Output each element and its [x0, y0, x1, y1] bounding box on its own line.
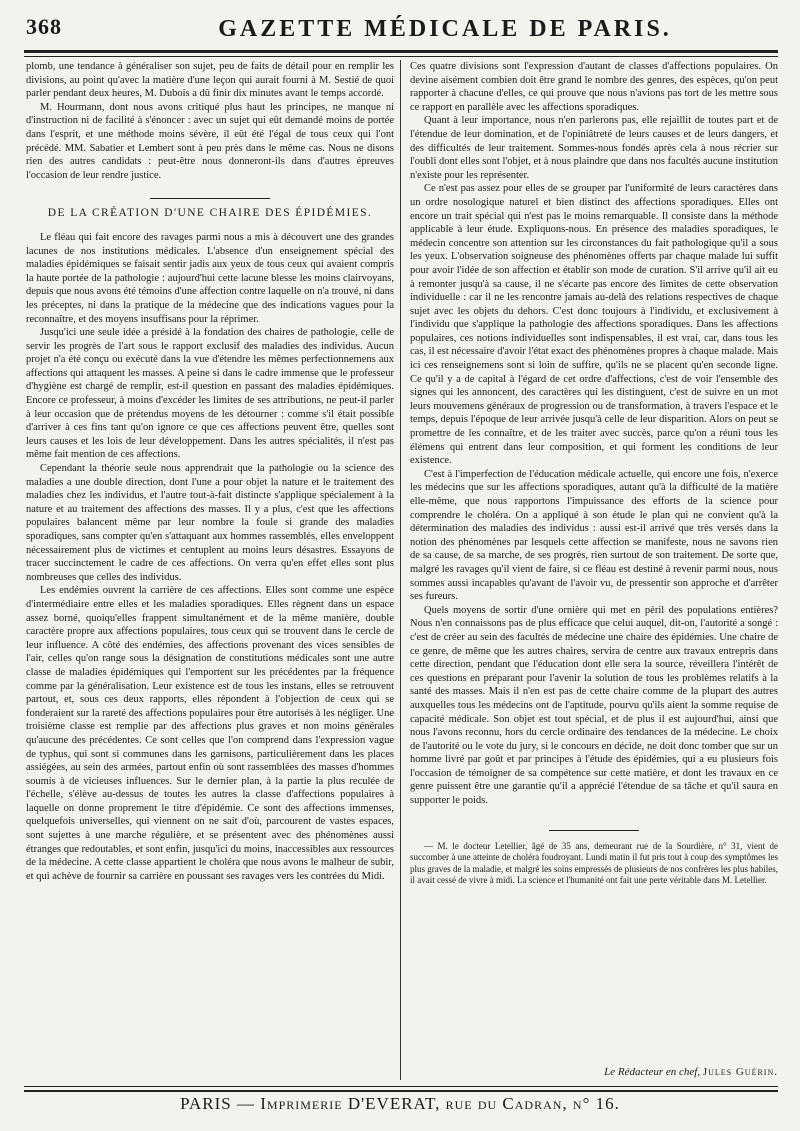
- section-title: DE LA CRÉATION D'UNE CHAIRE DES ÉPIDÉMIES.: [47, 207, 373, 220]
- page-number: 368: [26, 14, 62, 39]
- footnote-divider: [549, 830, 639, 831]
- right-column: [410, 60, 778, 1055]
- paragraph: Cependant la théorie seule nous apprendrait que la pathologie ou la science des maladies a une double direction, dont l'une a pour objet la nature et le traitement des maladies chez les individus, et l'autre tout-à-fait distincte s'applique spécialement à la nature et au traitement des affections des masses. Il y a plus, c'est que les affections populaires balancent même par leur nombre la foule si grande des maladies sporadiques, sans compter qu'en s'attaquant aux hommes rassemblés, elles enveloppent nécessairement plus de victimes et centuplent au moins leurs désastres. Essayons de tracer succinctement le cadre de ces affections. On verra qu'en effet elles sont plus nombreuses que celles des individus.: [26, 463, 394, 583]
- imprint-city: PARIS —: [180, 1094, 255, 1113]
- journal-title: GAZETTE MÉDICALE DE PARIS.: [218, 16, 672, 42]
- signature-name: Jules Guérin.: [702, 1066, 778, 1078]
- left-column: [26, 60, 394, 1055]
- signature: [410, 1066, 778, 1078]
- paragraph: Ces quatre divisions sont l'expression d'autant de classes d'affections populaires. On devine aisément combien doit être grand le nombre des genres, des espèces, qu'on peut rapporter à chacune d'elles, ce qui prouve que nous n'avions pas tort de les mettre sous ce rapport en parallèle avec les affections sporadiques.: [410, 61, 778, 113]
- header-rule-thick: [24, 50, 778, 53]
- paragraph: Jusqu'ici une seule idée a présidé à la fondation des chaires de pathologie, celle de servir les progrès de l'art sous le rapport exclusif des maladies des individus. Aucun projet n'a été conçu ou exécuté dans la vue d'étendre les mêmes perfectionnemens aux affections qui attaquent les masses. A peine si dans le cadre immense que le professeur d'hygiène est chargé de remplir, est-il question en passant des maladies épidémiques. Encore ce professeur, à moins d'excéder les limites de ses attributions, ne peut-il parler à leur occasion que de prétendus moyens de les détourner : comme s'il était possible d'arriver à ces fins tant qu'on ignore ce que ces affections peuvent être, quelles sont leurs causes et les lois de leur développement. Dans les autres spécialités, il n'est pas même fait mention de ces affections.: [26, 327, 394, 461]
- paragraph: C'est à l'imperfection de l'éducation médicale actuelle, qui encore une fois, n'exerce les médecins que sur les affections sporadiques, autant qu'à la difficulté de la matière elle-même, que nous rapportons l'impuissance des efforts de la science pour comprendre le choléra. On a appliqué à son étude le plan qui ne convient qu'à la détermination des maladies des individus : aussi est-il arrivé que très versés dans la notion des phénomènes par lesquels cette affection se manifeste, nous ne savons rien de sa cause, de sa marche, de ses progrès, rien surtout de son traitement. De sorte que, malgré les ravages qu'il vient de faire, si ce fléau est destiné à revenir parmi nous, nous sommes aussi incapables qu'avant de l'avoir vu, de pressentir son approche et d'arrêter ses fureurs.: [410, 468, 778, 603]
- paragraph: Les endémies ouvrent la carrière de ces affections. Elles sont comme une espèce d'intermédiaire entre elles et les maladies sporadiques. Elles règnent dans un espace assez borné, quoiqu'elles frappent simultanément et de la même manière, double caractère propre aux affections populaires, tous ceux qui se trouvent dans le cercle de leur influence. A côté des endémies, des affections provenant des vices sensibles de l'air, celles qu'on range sous la désignation de constitutions médicales sont une autre classe de maladies épidémiques qui l'emportent sur les précédentes par la fréquence comme par la généralisation. Leur existence est de tous les instans, elles se retrouvent partout, et, sous ces deux rapports, elles répondent à l'objection de ceux qui se fonderaient sur la rareté des affections populaires pour être autorisés à les négliger. Une troisième classe est remplie par des affections plus graves et non moins générales qu'aucune des précédentes. Ce sont celles que l'on comprend dans l'expression vague de typhus, qui sont si communes dans les garnisons, particulièrement dans les places assiégées, au sein des armées, partout enfin où sont rassemblées des masses d'hommes soumis à de vicieuses influences. Sur le dernier plan, à la partie la plus reculée de l'échelle, s'élève au-dessus de toutes les autres la classe d'affections populaires à laquelle on donne proprement le titre d'épidémie. Ce sont des affections immenses, quelquefois universelles, qui viennent on ne sait d'où, parcourent de vastes espaces, sont sujettes à une marche régulière, et se présentent avec des phénomènes aussi étranges que redoutables, et sont enfin, jusqu'ici du moins, inaccessibles aux ressources de la médecine. A cette classe appartient le choléra que nous avons le malheur de subir, et qui achève de fournir sa carrière en poussant ses ravages vers les contrées du Midi.: [26, 585, 394, 882]
- column-divider: [400, 60, 401, 1080]
- imprint-printer: Imprimerie D'EVERAT, rue du Cadran, n° 16.: [260, 1094, 620, 1113]
- footnote: — M. le docteur Letellier, âgé de 35 ans, demeurant rue de la Sourdière, n° 31, vient de succomber à une atteinte de choléra foudroyant. Lundi matin il fut pris tout à coup des symptômes les plus graves de la maladie, et malgré les soins empressés de plusieurs de nos confrères les plus habiles, il avait cessé de vivre à midi. La science et l'humanité ont fait une perte véritable dans M. Letellier.: [410, 840, 778, 886]
- paragraph: Le fléau qui fait encore des ravages parmi nous a mis à découvert une des grandes lacunes de nos institutions médicales. L'absence d'un enseignement spécial des maladies épidémiques se faisait sentir jadis aux yeux de tous ceux qui avaient compris la haute portée de la pathologie : aujourd'hui cette lacune blesse les moins clairvoyans, depuis que nous avons été témoins d'une affection contre laquelle on n'a trouvé, ni dans les préceptes, ni dans la pratique de la médecine que des indications vagues pour la reconnaître, et des moyens insuffisans pour la réprimer.: [26, 231, 394, 325]
- imprint-line: [0, 1094, 800, 1114]
- header-rule-thin: [24, 56, 778, 57]
- signature-role: Le Rédacteur en chef,: [604, 1066, 701, 1078]
- paragraph: Ce n'est pas assez pour elles de se grouper par l'uniformité de leurs caractères dans un ordre nosologique naturel et bien distinct des affections sporadiques. Elles ont encore un trait spécial qui n'est pas le moins remarquable. Il consiste dans la méthode applicable à leur étude. Expliquons-nous. En présence des maladies sporadiques, le médecin concentre son attention sur les circonstances du fait pathologique qu'il a sous les yeux. L'observation soigneuse des phénomènes offerts par chaque malade lui suffit pour avoir l'idée de son affection et établir son mode de curation. S'il arrive qu'il ait eu à remonter jusqu'à sa cause, il ne s'écarte pas encore des limites de cette observation individuelle : car il ne les rencontre jamais au-delà des relations respectives de chaque sujet avec les objets du dehors. C'est donc toujours à l'individu, et exclusivement à l'individu que s'applique la pathologie des affections sporadiques. Dans les affections populaires, ces notions individuelles sont indispensables, il est vrai, car, dans tous les cas, il est nécessaire d'avoir l'état exact des phénomènes propres à chaque malade. Mais ici ces renseignemens sont si loin de suffire, qu'ils ne se placent qu'en seconde ligne. Ce qu'il y a de capital à l'égard de cet ordre d'affections, c'est de voir l'ensemble des signes qui les annoncent, des caractères qui les distinguent, c'est de suivre en un mot leurs mouvemens généraux de progression ou de transformation, à travers l'espace et le temps, depuis l'époque de leur arrivée jusqu'à celle de leur disparition. Alors on peut se promettre de les connaître, et de les traiter avec succès, parce qu'on a réuni tous les élémens qui entrent dans leur composition, et qui forment les conditions de leur existence.: [410, 183, 778, 467]
- paragraph: plomb, une tendance à généraliser son sujet, peu de faits de détail pour en remplir les divisions, au point qu'avec la matière d'une leçon qui aurait fourni à M. Sestié de quoi parler pendant deux heures, M. Dubois a dû finir dix minutes avant le temps accordé.: [26, 61, 394, 100]
- paragraph: Quels moyens de sortir d'une ornière qui met en péril des populations entières? Nous n'en connaissons pas de plus efficace que celui auquel, dit-on, l'autorité a songé : c'est de créer au sein des facultés de médecine une chaire des épidémies. Une chaire de ce genre, de même que les autres chaires, servira de centre aux travaux entrepris dans cette direction, pendant que l'éducation dont elle sera la source, réveillera l'intérêt de ces questions en préparant pour l'avenir la solution de tous les problèmes relatifs à la santé des masses. Mais il n'en est pas de cette chaire comme de la plupart des autres auxquelles tous les médecins ont de l'aptitude, pourvu qu'ils aient la somme requise de capacité médicale. Son objet est tout spécial, et de plus il est aujourd'hui, ainsi que nous l'avons reconnu, hors du cercle ordinaire des tendances de la médecine. Le choix de l'autorité ou le vote du jury, si le concours en décide, ne doit donc tomber que sur un homme livré par goût et par principes à l'étude des épidémies, qui a eu plusieurs fois l'occasion de témoigner de sa compétence sur cette matière, et dont les travaux en ce genre puissent être une garantie qu'il a apprécié l'étendue de sa tâche et qu'il saura en supporter le poids.: [410, 604, 778, 807]
- footer-rule-thin: [24, 1086, 778, 1087]
- footer-rule-thick: [24, 1090, 778, 1092]
- section-divider: [150, 198, 270, 199]
- paragraph: M. Hourmann, dont nous avons critiqué plus haut les principes, ne manque ni d'instruction ni de facilité à s'énoncer : avec un sujet qui eût demandé moins de portée dans l'esprit, et une méthode moins sévère, il eût été l'égal de tous ceux qui l'ont précédé. MM. Sabatier et Lembert sont à peu près dans le même cas. Nous ne disons rien des autres candidats : peut-être nous donneront-ils dans d'autres épreuves l'occasion de leur rendre justice.: [26, 101, 394, 181]
- paragraph: Quant à leur importance, nous n'en parlerons pas, elle rejaillit de toutes part et de l'étendue de leur domination, et de l'opiniâtreté de leurs causes et de leurs dangers, et des difficultés de leur traitement. Sommes-nous fondés après cela à nous récrier sur l'oubli dont elles sont l'objet, et à nous plaindre que dans nos facultés aucune institution n'existe pour les représenter.: [410, 115, 778, 181]
